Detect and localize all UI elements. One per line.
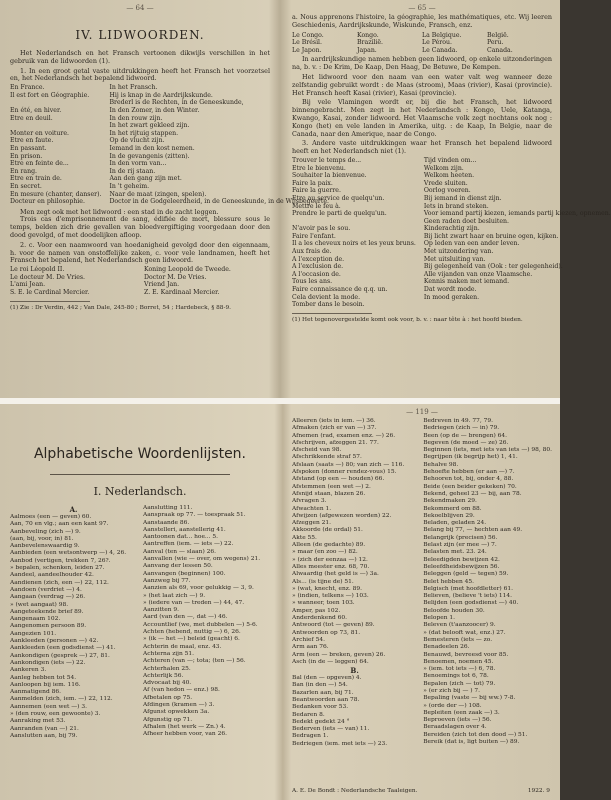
index-entry: Bedriegen (zich — in) 79. [423, 425, 500, 432]
index-entry: Afheer hebben voor, van 26. [143, 731, 227, 738]
letter-heading: A. [69, 505, 78, 514]
index-entry: Aanmelden (zich, iem. —) 22, 112. [10, 696, 113, 703]
french-expression: Souhaiter la bienvenue. [292, 172, 367, 180]
french-expression: En prison. [10, 152, 43, 160]
index-entry: Believen, (believe 't iets) 114. [423, 593, 513, 600]
index-entry: Aangenomen persoon 89. [10, 623, 87, 630]
dutch-expression: Bij iemand in dienst zijn. [423, 194, 502, 202]
rule-1: 1. In een groot getal vaste uitdrukkingen heeft het Fransch het voorzetsel en, het Nederlandsch het bepalend lidwoord. [10, 66, 270, 83]
dutch-expression: In het zwart gekleed zijn. [109, 122, 190, 130]
footnote: (1) Zie : Dr Verdin, 442 ; Van Dale, 245-80 ; Borret, 54 ; Hardebeck, § 88-9. [10, 304, 231, 311]
section-title: I. Nederlandsch. [93, 485, 187, 498]
dutch-expression: Naar de maat (zingen, spelen). [109, 190, 207, 198]
index-entry: Aanzweg bij 77. [143, 577, 191, 584]
index-entry: Begeven (de moed — ze) 26. [423, 439, 509, 446]
index-entry: » (dat belooft wat, enz.) 27. [423, 629, 506, 636]
country-name: België. [487, 31, 509, 39]
dutch-expression: Op leden van een ander leven. [423, 240, 520, 248]
index-entry: Aantoonen dat... hoe... 5. [143, 534, 219, 541]
french-expression: En mesure (chanter, danser). [10, 190, 102, 198]
dutch-expression: Geen raden doet besluiten. [423, 217, 509, 225]
dutch-expression: Tijd vinden om... [423, 156, 477, 164]
index-entry: Afbetalen op 75. [143, 694, 193, 701]
expression-pairs-3 [292, 156, 611, 309]
index-entry: Aangenaam 102. [10, 616, 61, 623]
index-entry: Aanbieden (een wetsontwerp —) 4, 26. [10, 550, 127, 557]
index-entry: Benoemen, noemen 45. [423, 658, 494, 665]
index-entry: Bazarlen aan, bij 71. [292, 689, 354, 696]
footer-year-signature: 1922. 9 [527, 788, 550, 794]
index-entry: Bekoelblijven 29. [423, 512, 475, 519]
index-entry: » (wat, knecht, enz. 89. [292, 585, 362, 592]
country-name: Le Canada. [422, 46, 458, 54]
index-entry: Bereik (dat is, ligt buiten —) 89. [423, 739, 520, 746]
index-entry: Aantreffen (iem. — iets —) 22. [143, 541, 234, 548]
index-first-page [0, 404, 278, 800]
index-entry: » (indien, telkens —) 103. [292, 593, 369, 600]
index-entry: Beloofde houden 30. [423, 607, 485, 614]
index-entry: Belet hebben 45. [423, 578, 474, 585]
index-entry: Afslaan (saats —) 80; van zich — 116. [292, 461, 405, 468]
index-entry: Afhalen (het werk — Zn.) 4. [143, 723, 226, 730]
index-entry: Bedriegen (iem. met iets —) 23. [292, 740, 388, 747]
index-entry: Afschrijven, afzeggen 21. 77. [292, 439, 379, 446]
index-entry: Akte 55. [292, 534, 317, 541]
french-expression: Aux frais de. [292, 248, 332, 256]
french-expression [10, 122, 101, 130]
index-entry: Aangeteekende brief 89. [10, 608, 84, 615]
french-expression: S. E. le Cardinal Mercier. [10, 289, 90, 297]
index-entry: Afgunstig op 71. [143, 716, 193, 723]
index-entry: Been (op de — brengen) 64. [423, 432, 508, 439]
index-entry: Achten (hebend, nuttig —) 6, 26. [143, 629, 241, 636]
entries-list [10, 514, 137, 740]
index-entry: » wanneer, toen 103. [292, 600, 355, 607]
note-2: Trois cas d'emprisonnement de sang, édifiée de mort, blessure sous le temps, belden zich drie gevallen van bloedvergiftiging voorgedaan door den dood gevolgd, of met doodelijken afloop. [10, 215, 270, 240]
index-entry: Achterin de maal, enz. 43. [143, 643, 222, 650]
page-footer [292, 788, 550, 794]
index-entry: Alleen (de gedachte) 89. [292, 542, 366, 549]
index-entry: Aanzitten 9. [143, 607, 180, 614]
index-entry: Bekend, geheel 23 — bij, aan 78. [423, 490, 522, 497]
index-entry: Aanvang der lessen 50. [143, 563, 213, 570]
french-expression: Trouver le temps de... [292, 156, 362, 164]
index-entry: Alleeren (iets in iem. —) 36. [292, 418, 376, 424]
index-entry: Achteren (van —; tota; (ten —) 56. [143, 658, 246, 665]
french-expression: Tomber dans le besoin. [292, 301, 365, 309]
french-expression: Etre en feinte de... [10, 160, 69, 168]
dutch-expression: Doctor M. De Vries. [144, 273, 207, 281]
index-columns [292, 418, 552, 748]
dutch-expression: Oorlog voeren. [423, 187, 471, 195]
dutch-expression: In den rouw zijn. [109, 114, 163, 122]
index-entry: Belangrijk (precisen) 56. [423, 534, 498, 541]
index-entry: Afzeggen 21. [292, 520, 331, 527]
french-expression: Prendre le parti de quelqu'un. [292, 210, 387, 218]
index-entry: Bedreven in 49. 77, 79. [423, 418, 493, 424]
dutch-expression: Op de vlucht zijn. [109, 137, 165, 145]
french-expression: A l'occasion de. [292, 270, 341, 278]
dutch-expression: Bij licht zwart haar en bruine ogen, kijken. [423, 232, 559, 240]
index-entry: Afwijzen (afgewezen worden) 22. [292, 512, 392, 519]
index-entry: Arm (een — breken, geven) 26. [292, 651, 386, 658]
index-entry: Afstemmen (een wet —) 2. [292, 483, 371, 490]
index-entry: Aanzien als 69, voor gelukkig — 3, 9. [143, 585, 254, 592]
index-entry: Behoefte hebben (er aan —) 7. [423, 469, 515, 476]
french-expression: Faire la guerre. [292, 187, 341, 195]
french-expression: En rang. [10, 167, 38, 175]
index-entry: » (het laat zich —) 9. [143, 592, 206, 599]
french-expression: Etre le bienvenu. [292, 164, 346, 172]
index-entry: Belgisch (met hoofdletter) 61. [423, 585, 513, 592]
dutch-expression [424, 301, 611, 309]
index-entry: Anderdenkend 60. [292, 615, 348, 622]
french-expression [292, 218, 416, 226]
french-expression: Faire l'enfant. [292, 232, 336, 240]
index-entry: Beantwoorden aan 78. [292, 696, 360, 703]
index-entry: Aanbevelenswaardig 9. [10, 543, 80, 550]
dutch-expression: In den vorm van... [109, 160, 167, 168]
index-entry: Aannemen (een wet —) 3. [10, 703, 87, 710]
dutch-expression: Kinderachtig zijn. [423, 225, 480, 233]
country-name: Le Japon. [292, 46, 322, 54]
expression-pairs-2 [10, 266, 270, 296]
index-entry: Beleefdheidsbewijzen 56. [423, 563, 500, 570]
index-entry: Achterlijk 56. [143, 672, 184, 679]
footnote-rule [10, 301, 90, 302]
index-entry: Aanranden (van —) 21. [10, 725, 79, 732]
page-number: — 65 — [408, 4, 436, 12]
index-entry: Aalmoes (een — geven) 60. [10, 514, 92, 520]
index-entry: » (zich der eenzaa —) 12. [292, 556, 368, 563]
index-entry: Aanbod (vertigen, trekken 7, 26?. [10, 557, 111, 564]
index-column-1 [10, 505, 137, 740]
title-rule [50, 474, 230, 475]
index-entry: Bepalen (zich — tot) 79. [423, 680, 496, 687]
country-grid [292, 32, 552, 55]
index-entry: Arm aan 76. [292, 644, 329, 651]
french-expression: Mettre le feu à. [292, 202, 341, 210]
french-expression: En secret. [10, 182, 42, 190]
index-column-2 [423, 418, 552, 748]
page-119 [282, 404, 560, 800]
index-entry: Bedaren 8. [292, 711, 325, 718]
french-expression: Faire la paix. [292, 179, 333, 187]
index-entry: » (ik — het —) beleid (geacht) 6. [143, 636, 240, 643]
index-entry: Accountlief (we, met dubbelen —) 5-6. [143, 621, 258, 628]
index-entry: Aangaan (verdrag —) 26. [10, 594, 86, 601]
index-column-1 [292, 418, 417, 748]
footnote: (1) Het tegenovergestelde komt ook voor, b. v. : naar tête à : het hoofd bieden. [292, 316, 523, 323]
index-entry: Aandoen (verdriet —) 4. [10, 586, 82, 593]
index-entry: Aandeel, aandeelhouder 42. [10, 572, 94, 579]
index-entry: Bekendmaken 29. [423, 498, 477, 505]
rule-2: 2. c. Voor een naamwoord van hoedanigheid gevolgd door den eigennaam, h. voor de namen van onstoffelijke zaken, c. voor vele landnamen, heeft het Fransch het bepalend, het Nederlandsch geen lidwoord. [10, 240, 270, 265]
paragraph-1: In aardrijkskundige namen hebben geen lidwoord, op enkele uitzonderingen na, b. v. : De Krim, De Kaap, Den Haag, De Betuwe, De Kempen. [292, 55, 552, 72]
index-entry: Beraadslagen over 4. [423, 724, 487, 731]
index-entry: Afdingen (kramen —) 3. [143, 702, 215, 709]
index-entry: Aard (van den —, dat —) 46. [143, 614, 228, 621]
index-entry: Behalve 98. [423, 461, 459, 468]
index-entry: Aanvangen (beginnen) 100. [143, 570, 226, 577]
french-expression [10, 99, 101, 107]
dutch-expression: Welkom heeten. [423, 172, 475, 180]
index-entry: Afscheid van 98. [292, 447, 342, 454]
index-entry: Belasten met. 23. 24. [423, 549, 487, 556]
index-entry: Behooren tot, bij, onder 4, 88. [423, 476, 514, 483]
index-entry: Belijden (een godsdienst —) 40. [423, 600, 519, 607]
french-expression: En été, en hiver. [10, 106, 62, 114]
index-entry: Aanstelleri, aanstellerig 41. [143, 526, 226, 533]
country-name: Le Congo. [292, 31, 324, 39]
dutch-expression: Aan den gang zijn met. [109, 175, 182, 183]
french-expression: Faire connaissance de q.q. un. [292, 286, 388, 294]
index-entry: » (den rouw, een gewoonte) 3. [10, 711, 101, 718]
index-entry: Aan, 70 en vlg.; aan een kant 97. [10, 521, 109, 528]
index-entry: Bekommerd om 88. [423, 505, 482, 512]
index-entry: » (iedere van — treden —) 44, 47. [143, 599, 245, 606]
french-expression: Etre en deuil. [10, 114, 53, 122]
index-entry: Bederven (iets — van) 11. [292, 726, 370, 733]
index-entry: Aanslutting 111. [143, 505, 193, 511]
french-expression: Il a les cheveux noirs et les yeux bruns. [292, 240, 416, 248]
index-entry: Aanvallen (wie — over, om wegens) 21. [143, 556, 261, 563]
country-name: La Belgique. [422, 31, 462, 39]
french-expression: Monter en voiture. [10, 129, 69, 137]
french-expression: A l'exclusion de. [292, 263, 344, 271]
index-entry: Bepleiten (een zaak —) 3. [423, 709, 500, 716]
french-expression: Etre en train de. [10, 175, 62, 183]
index-entry: Aankleeden (een godsdienst —) 41. [10, 645, 116, 652]
index-entry: Afstand (op een — houden) 66. [292, 476, 385, 483]
index-entry: Bedragen 1. [292, 733, 329, 740]
index-entry: Achterna zijn 51. [143, 650, 195, 657]
index-column-2 [143, 505, 270, 740]
index-title: Alphabetische Woordenlijsten. [33, 446, 247, 462]
dutch-expression: Kennis maken met iemand. [423, 278, 510, 286]
index-entry: Aanstaande 86. [143, 519, 190, 526]
country-name: Canada. [487, 46, 513, 54]
index-entry: Afwachten 1. [292, 505, 332, 512]
index-entry: Bedekt gedekt 24 ° [292, 718, 350, 725]
index-entry: (aan, bij, voor, in) 81. [10, 535, 74, 542]
index-entry: Bal (den — opgeven) 4. [292, 675, 362, 682]
index-entry: Afschrikkende straf 57. [292, 454, 362, 461]
dutch-expression: Hij is knap in de Aardrijkskunde. [109, 91, 213, 99]
index-entry: Aanslutten aan, bij 79. [10, 732, 78, 739]
dutch-expression: In de rij staan. [109, 167, 156, 175]
index-entry: Beginnen (iets, met iets van iets —) 98, 80. [423, 447, 552, 454]
index-entry: Beide (een beider gekeken) 70. [423, 483, 517, 490]
bottom-book-spread [0, 404, 560, 800]
index-entry: Aanraking met 53. [10, 718, 66, 725]
dutch-expression: Vrede sluiten. [423, 179, 468, 187]
chapter-title: IV. LIDWOORDEN. [75, 28, 205, 42]
country-name: Peru. [487, 39, 504, 47]
dutch-expression: Dat wordt mode. [423, 286, 477, 294]
french-expression: Il est fort en Géographie. [10, 91, 90, 99]
index-entry: Beproeven (iets —) 56. [423, 717, 492, 724]
index-entry: » (iem. tot iets —) 6, 78. [423, 666, 496, 673]
french-expression: A l'exception de. [292, 255, 345, 263]
dutch-expression: Alle vijanden van onze Vlaamsche. [423, 270, 533, 278]
index-entry: Belang bij 77, — hechten aan 49. [423, 527, 523, 534]
index-entry: Amper, pas 102. [292, 607, 341, 614]
index-entry: Af (van hedon — enz.) 98. [143, 687, 220, 694]
index-columns [10, 505, 270, 740]
dutch-expression: Doctor in de Godgeleerdheid, in de Geneeskunde, in de Wijsbegeerte. [109, 198, 329, 206]
dutch-expression: In den Zomer, in den Winter. [109, 106, 200, 114]
index-entry: Belast zijn (er mee —) 7. [423, 542, 497, 549]
rule-3: 3. Andere vaste uitdrukkingen waar het Fransch het bepalend lidwoord heeft en het Nederlandsch niet (1). [292, 139, 552, 156]
paragraph-a: a. Nous apprenons l'histoire, la géographie, les mathématiques, etc. Wij leeren Geschiedenis, Aardrijkskunde, Wiskunde, Fransch, enz. [292, 13, 552, 29]
index-entry: Bedanken voor 53. [292, 704, 349, 711]
paragraph-3: Bij vele Vlamingen wordt er, bij die het Fransch, het lidwoord binnengebracht. Men zegt in het Nederlandsch : Kongo, Uele, Katanga, Kwango, Kasai, zonder lidwoord. Het Vlaamsche volk zegt nochtans ook nog : Kongo (het) en vele landen in Amerika, uitg. : de Kaap, In Belgie, naar de Canada, naar den Amerique, naar de Congo. [292, 98, 552, 138]
dutch-expression: Bij gelegenheid van (Ook : ter gelegenheid). [423, 263, 563, 271]
index-entry: » maar (en zoo —) 82. [292, 549, 358, 556]
french-expression: Tous les ans. [292, 278, 333, 286]
index-entry: Afvragen 3. [292, 498, 327, 505]
index-entry: Achterhalen 25. [143, 665, 191, 672]
index-entry: Afmaken (zich er van —) 37. [292, 425, 377, 432]
index-entry: » (orde der —) 108. [423, 702, 482, 709]
entries-list [143, 505, 270, 739]
index-entry: Benadeelen 26. [423, 644, 470, 651]
index-entry: Antwoorden op 73, 81. [292, 629, 361, 636]
index-entry: Benoemings tot 6, 78. [423, 673, 489, 680]
country-name: Le Pérou. [422, 39, 452, 47]
index-entry: Akkoorde (de ordal) 51. [292, 527, 363, 534]
index-entry: Afspoken (donner rendez-vous) 15. [292, 469, 397, 476]
index-entry: Aanleg hebben tot 54. [10, 674, 77, 681]
index-entry: » (er zich bij — ) 7. [423, 687, 481, 694]
letter-heading: B. [350, 666, 359, 676]
index-entry: Aandienen (zich, een —) 22, 112. [10, 579, 109, 586]
note-1: Men zegt ook met het lidwoord : een stad in de zacht leggen. [20, 207, 219, 216]
index-entry: Aanbeveling (zich —) 9. [10, 528, 81, 535]
index-entry: Aankleeden (personen —) 42. [10, 638, 99, 645]
page-65 [282, 0, 611, 398]
index-entry: Aangezien 101. [10, 630, 57, 637]
dutch-expression: In mood geraken. [423, 293, 480, 301]
index-entry: Aankondigen (iets —) 22. [10, 659, 86, 666]
dutch-expression: Met uitzondering van. [423, 248, 494, 256]
french-expression: N'avoir pas le sou. [292, 225, 351, 233]
index-entry: Ban (in den —) 54. [292, 682, 348, 689]
footnote-rule [292, 313, 372, 314]
dutch-expression: Iets in brand steken. [423, 202, 489, 210]
country-name: Le Brésil. [292, 39, 323, 47]
footer-author: A. E. De Bondt : Nederlandsche Taaleigen. [292, 788, 418, 794]
index-entry: Alwaardig (het geld is —) 3a. [292, 571, 379, 578]
dutch-expression: In 't geheim. [109, 182, 150, 190]
top-book-spread [0, 0, 611, 398]
index-entry: Beleggen (geld — tegen) 59. [423, 571, 509, 578]
index-entry: Aanval (ten — slaan) 26. [143, 548, 217, 555]
page-number: — 119 — [406, 408, 438, 416]
index-entry: Bepaling (vaste — bij ww.) 7-8. [423, 695, 516, 702]
dutch-expression: Welkom zijn. [423, 164, 464, 172]
index-entry: Benauwd, bevreesd voor 85. [423, 651, 509, 658]
french-expression: Etre au service de quelqu'un. [292, 194, 385, 202]
dutch-expression: In het rijtuig stappen. [109, 129, 179, 137]
dutch-expression: Z. E. Kardinaal Mercier. [144, 289, 220, 297]
dutch-expression: Voor iemand partij kiezen, iemands partij kiezen, opnemen. [423, 210, 611, 218]
index-entry: Alles meester enz. 68, 70. [292, 563, 370, 570]
french-expression: Etre en faute. [10, 137, 54, 145]
index-entry: Aankeren 3. [10, 667, 47, 674]
french-expression: En France. [10, 84, 45, 92]
french-expression: L'ami Jean. [10, 281, 46, 289]
page-number: — 64 — [126, 4, 154, 12]
dutch-expression: Iemand in den kost nemen. [109, 144, 195, 152]
index-entry: Afsnijd staan, blazen 26. [292, 490, 366, 497]
french-expression: Le docteur M. De Vries. [10, 273, 86, 281]
index-entry: Als... (is tijne de) 51. [292, 578, 354, 585]
dutch-expression: Brederl is de Rechten, in de Geneeskunde, [109, 99, 244, 107]
index-entry: Bemesteren (iets — zo. [423, 636, 493, 643]
dutch-expression: In het Fransch. [109, 84, 158, 92]
french-expression: Cela devient la mode. [292, 293, 361, 301]
index-entry: » bepalen, schenken, leiden 27. [10, 565, 105, 572]
index-entry: Aankondigen (gesprek —) 27, 81. [10, 652, 110, 659]
french-expression: En passant. [10, 144, 47, 152]
dutch-expression: In de gevangenis (zitten). [109, 152, 190, 160]
dutch-expression: Koning Leopold de Tweede. [144, 266, 231, 274]
index-entry: Beladen, geladen 24. [423, 520, 487, 527]
french-expression: Le roi Léopold II. [10, 266, 65, 274]
intro-paragraph: Het Nederlandsch en het Fransch vertoonen dikwijls verschillen in het gebruik van de lidwoorden (1). [10, 49, 270, 65]
index-entry: Antwoord (tot — geven) 89. [292, 622, 375, 629]
paragraph-2: Het lidwoord voor den naam van een water valt weg wanneer deze zelfstandig gebruikt wordt : de Maas (stroom), Maas (rivier), Kasai (provincie). Het Fransch heeft Kasai (rivier), Kasai (provincie). [292, 72, 552, 97]
index-entry: » (wet aangaat) 98. [10, 601, 69, 608]
index-entry: Begrijpen (ik begrijp het) 1, 41. [423, 454, 518, 461]
index-entry: Bereiden (zich tot den dood —) 51. [423, 731, 528, 738]
index-entry: Beleven (t'aanzoocer) 9. [423, 622, 496, 629]
country-name: Japan. [357, 46, 377, 54]
dutch-expression: Vriend Jan. [144, 281, 180, 289]
index-entry: Aanmatigend 86. [10, 689, 61, 696]
index-entry: Archief 54. [292, 636, 325, 643]
index-entry: Aanloopen bij iem. 116. [10, 681, 81, 688]
dutch-expression: Met uitsluiting van. [423, 255, 486, 263]
index-entry: Afgunst opwekken 3a. [143, 709, 210, 716]
index-entry: Asch (in de — leggen) 64. [292, 658, 369, 665]
index-entry: Belopen 1. [423, 615, 456, 622]
country-name: Kongo. [357, 31, 379, 39]
french-expression: Docteur en philosophie. [10, 198, 85, 206]
index-entry: Beleedigden bewijzen 42. [423, 556, 500, 563]
index-entry: Aanspraak op 77. — toespraak 51. [143, 512, 246, 519]
index-entry: Advocaat bij 40. [143, 680, 192, 687]
index-entry: Afnemen (rad, examen enz. —) 26. [292, 432, 396, 439]
country-name: Brazilië. [357, 39, 384, 47]
